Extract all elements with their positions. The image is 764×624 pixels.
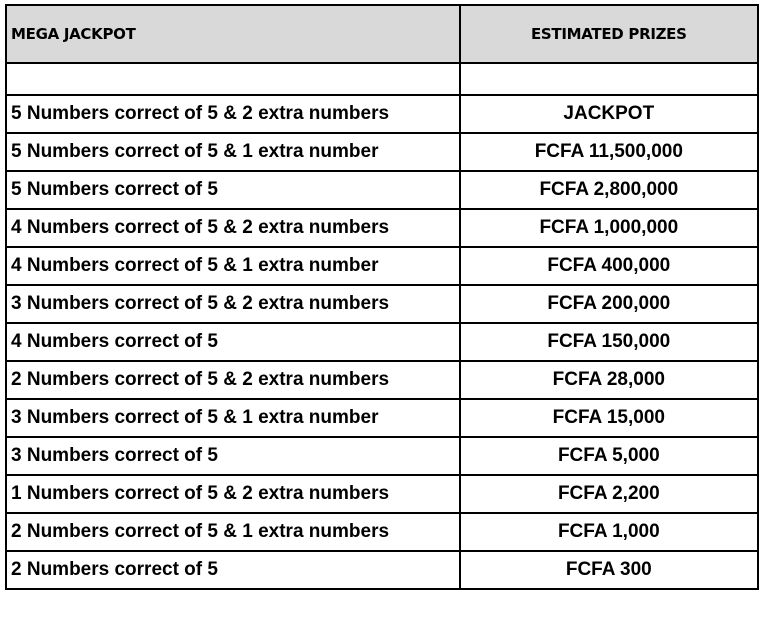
combination-cell: 2 Numbers correct of 5 & 2 extra numbers [6,361,460,399]
combination-cell: 3 Numbers correct of 5 & 2 extra numbers [6,285,460,323]
combination-cell: 2 Numbers correct of 5 & 1 extra numbers [6,513,460,551]
prize-cell: FCFA 15,000 [460,399,758,437]
combination-cell: 5 Numbers correct of 5 & 2 extra numbers [6,95,460,133]
table-row [6,285,758,323]
table-row [6,361,758,399]
prize-cell: JACKPOT [460,95,758,133]
table-row [6,133,758,171]
combination-cell: 4 Numbers correct of 5 [6,323,460,361]
table-row [6,95,758,133]
combination-cell: 4 Numbers correct of 5 & 1 extra number [6,247,460,285]
prize-cell: FCFA 2,200 [460,475,758,513]
prize-cell: FCFA 150,000 [460,323,758,361]
combination-cell: 4 Numbers correct of 5 & 2 extra numbers [6,209,460,247]
table-row [6,323,758,361]
blank-cell [460,63,758,95]
combination-cell: 3 Numbers correct of 5 [6,437,460,475]
prize-cell: FCFA 400,000 [460,247,758,285]
prize-cell: FCFA 11,500,000 [460,133,758,171]
prize-cell: FCFA 2,800,000 [460,171,758,209]
table-row [6,209,758,247]
prize-cell: FCFA 5,000 [460,437,758,475]
prize-cell: FCFA 1,000 [460,513,758,551]
header-combination: MEGA JACKPOT [6,5,460,63]
combination-cell: 5 Numbers correct of 5 & 1 extra number [6,133,460,171]
table-row [6,171,758,209]
table-row [6,513,758,551]
combination-cell: 1 Numbers correct of 5 & 2 extra numbers [6,475,460,513]
prize-cell: FCFA 28,000 [460,361,758,399]
table-row [6,437,758,475]
blank-cell [6,63,460,95]
prize-cell: FCFA 1,000,000 [460,209,758,247]
table-row [6,551,758,589]
combination-cell: 2 Numbers correct of 5 [6,551,460,589]
prize-cell: FCFA 300 [460,551,758,589]
header-estimated-prizes: ESTIMATED PRIZES [460,5,758,63]
blank-row [6,63,758,95]
table-header-row [6,5,758,63]
table-row [6,399,758,437]
prize-cell: FCFA 200,000 [460,285,758,323]
combination-cell: 5 Numbers correct of 5 [6,171,460,209]
prize-table [5,4,759,590]
combination-cell: 3 Numbers correct of 5 & 1 extra number [6,399,460,437]
table-row [6,247,758,285]
table-row [6,475,758,513]
